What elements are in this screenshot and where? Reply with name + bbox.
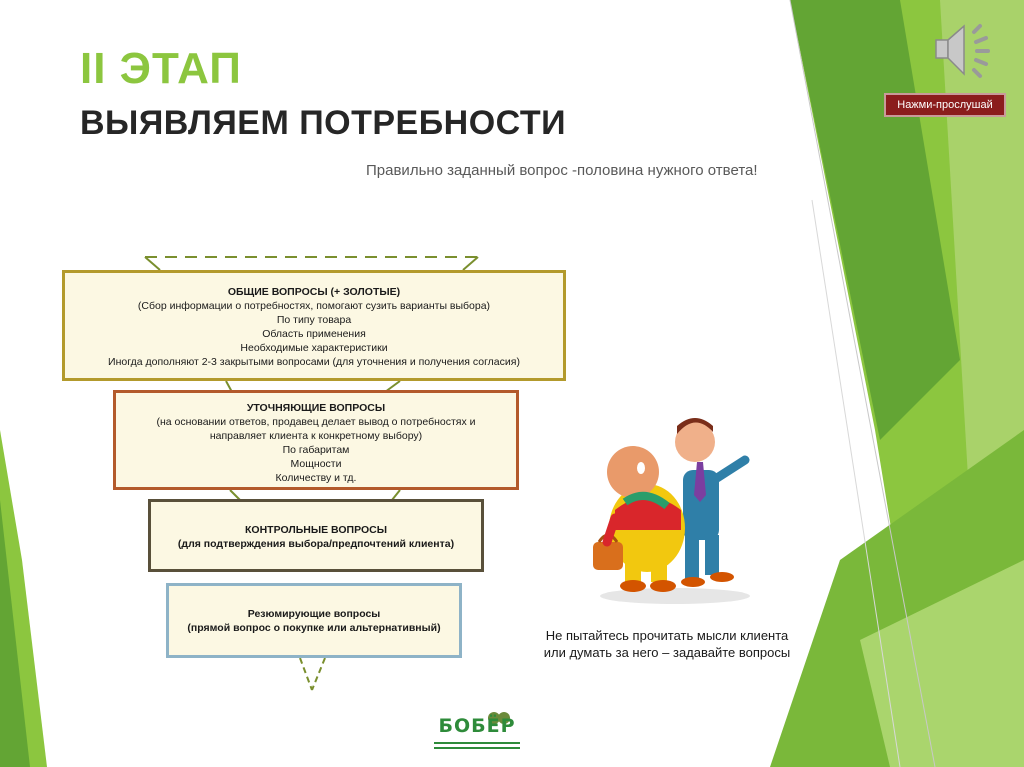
funnel-step-heading: ОБЩИЕ ВОПРОСЫ (+ ЗОЛОТЫЕ) bbox=[227, 286, 401, 298]
cartoon-people-illustration bbox=[585, 410, 755, 605]
funnel-step-control bbox=[148, 499, 484, 572]
funnel-step-line: (для подтверждения выбора/предпочтений клиента) bbox=[177, 538, 455, 550]
listen-button[interactable]: Нажми-прослушай bbox=[884, 93, 1006, 117]
funnel-step-line: Иногда дополняют 2-3 закрытыми вопросами (для уточнения и получения согласия) bbox=[108, 356, 520, 368]
funnel-step-line: По типу товара bbox=[276, 314, 352, 326]
funnel-step-heading: УТОЧНЯЮЩИЕ ВОПРОСЫ bbox=[246, 402, 386, 414]
funnel-step-line: По габаритам bbox=[282, 444, 350, 456]
advice-text bbox=[522, 627, 812, 661]
stage-number: II ЭТАП bbox=[80, 44, 242, 93]
subtitle: Правильно заданный вопрос -половина нужного ответа! bbox=[366, 162, 758, 179]
funnel-step-general bbox=[62, 270, 566, 381]
advice-line: Не пытайтесь прочитать мысли клиента bbox=[545, 628, 789, 643]
funnel-step-clarifying bbox=[113, 390, 519, 490]
advice-line: или думать за него – задавайте вопросы bbox=[543, 645, 791, 660]
logo-tagline-decoration bbox=[434, 740, 520, 752]
funnel-step-line: Мощности bbox=[290, 458, 342, 470]
funnel-step-line: Необходимые характеристики bbox=[240, 342, 388, 354]
company-logo bbox=[432, 712, 522, 760]
page-title: ВЫЯВЛЯЕМ ПОТРЕБНОСТИ bbox=[80, 104, 567, 142]
funnel-step-line: (Сбор информации о потребностях, помогают сузить варианты выбора) bbox=[137, 300, 491, 312]
funnel-step-heading: КОНТРОЛЬНЫЕ ВОПРОСЫ bbox=[245, 524, 387, 536]
funnel-step-heading: Резюмирующие вопросы bbox=[247, 608, 381, 620]
logo-text: БОБЁР bbox=[438, 715, 516, 737]
funnel-step-line: Область применения bbox=[262, 328, 366, 340]
funnel-step-line: (на основании ответов, продавец делает вывод о потребностях и bbox=[156, 416, 476, 428]
funnel-step-line: (прямой вопрос о покупке или альтернативный) bbox=[187, 622, 441, 634]
funnel-step-line: направляет клиента к конкретному выбору) bbox=[209, 430, 423, 442]
funnel-step-line: Количеству и тд. bbox=[275, 472, 357, 484]
funnel-step-summary bbox=[166, 583, 462, 658]
